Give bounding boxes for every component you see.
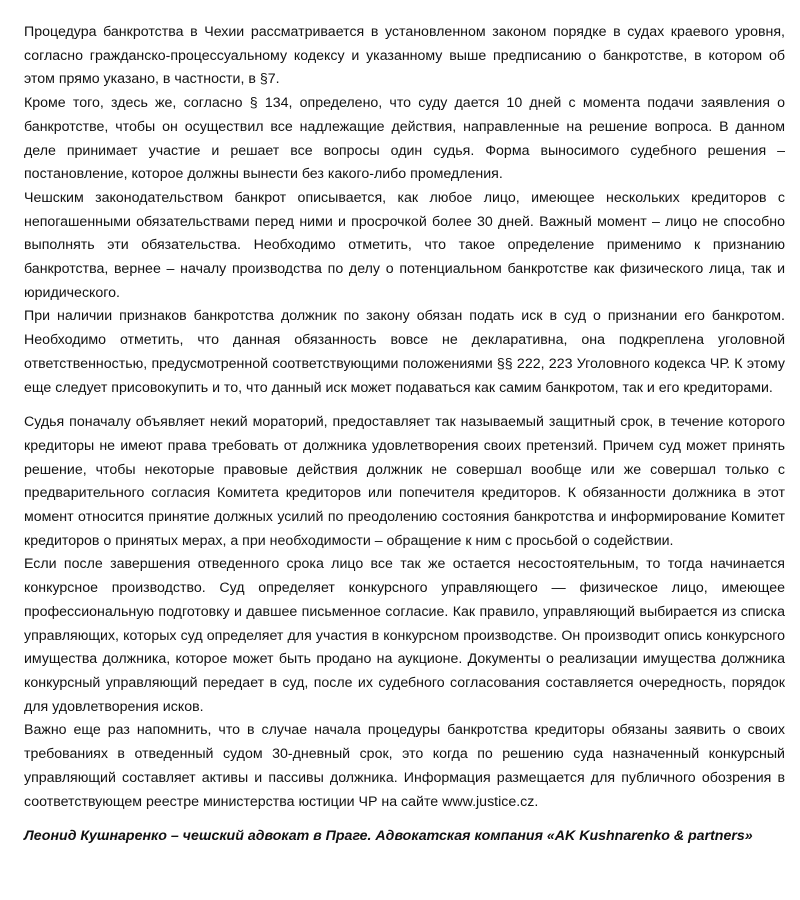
author-signature: Леонид Кушнаренко – чешский адвокат в Праге. Адвокатская компания «AK Kushnarenko & partners» <box>24 828 753 845</box>
paragraph-insolvency-proceedings: Если после завершения отведенного срока лицо все так же остается несостоятельным, то тогда начинается конкурсное производство. Суд определяет конкурсного управляющего — физическое лицо, имеющее профессиональную подготовку и давшее письменное согласие. Как правило, управляющий выбирается из списка управляющих, которых суд определяет для участия в конкурсном производстве. Он производит опись конкурсного имущества должника, которое может быть продано на аукционе. Документы о реализации имущества должника конкурсный управляющий передает в суд, после их судебного согласования составляется очередность, порядок для удовлетворения исков. <box>24 556 785 715</box>
paragraph-court-jurisdiction: Процедура банкротства в Чехии рассматривается в установленном законом порядке в судах краевого уровня, согласно гражданско-процессуальному кодексу и указанному выше предписанию о банкротстве, в котором об этом прямо указано, в частности, в §7. <box>24 24 785 88</box>
paragraph-creditor-claims: Важно еще раз напомнить, что в случае начала процедуры банкротства кредиторы обязаны заявить о своих требованиях в отведенный судом 30-дневный срок, это когда по решению суда назначенный конкурсный управляющий составляет активы и пассивы должника. Информация размещается для публичного обозрения в соответствующем реестре министерства юстиции ЧР на сайте www.justice.cz. <box>24 722 785 810</box>
paragraph-moratorium: Судья поначалу объявляет некий мораторий, предоставляет так называемый защитный срок, в течение которого кредиторы не имеют права требовать от должника удовлетворения своих претензий. Причем суд может принять решение, чтобы некоторые правовые действия должник не совершал вообще или же совершал только с предварительного согласия Комитета кредиторов или попечителя кредиторов. К обязанности должника в этот момент относится принятие должных усилий по преодолению состояния банкротства и информирование Комитет кредиторов о принятых мерах, а при необходимости – обращение к ним с просьбой о содействии. <box>24 414 785 549</box>
article-body <box>24 21 785 849</box>
paragraph-bankrupt-definition: Чешским законодательством банкрот описывается, как любое лицо, имеющее нескольких кредиторов с непогашенными обязательствами перед ними и просрочкой более 30 дней. Важный момент – лицо не способно выполнять эти обязательства. Необходимо отметить, что такое определение применимо к признанию банкротства, вернее – началу производства по делу о потенциальном банкротстве как физического лица, так и юридического. <box>24 189 785 301</box>
paragraph-ten-days: Кроме того, здесь же, согласно § 134, определено, что суду дается 10 дней с момента подачи заявления о банкротстве, чтобы он осуществил все надлежащие действия, направленные на решение вопроса. В данном деле принимает участие и решает все вопросы один судья. Форма выносимого судебного решения – постановление, которое должны вынести без какого-либо промедления. <box>24 95 785 183</box>
paragraph-debtor-obligation: При наличии признаков банкротства должник по закону обязан подать иск в суд о признании его банкротом. Необходимо отметить, что данная обязанность вовсе не декларативна, она подкреплена уголовной ответственностью, предусмотренной соответствующими положениями §§ 222, 223 Уголовного кодекса ЧР. К этому еще следует присовокупить и то, что данный иск может подаваться как самим банкротом, так и его кредиторами. <box>24 308 785 396</box>
